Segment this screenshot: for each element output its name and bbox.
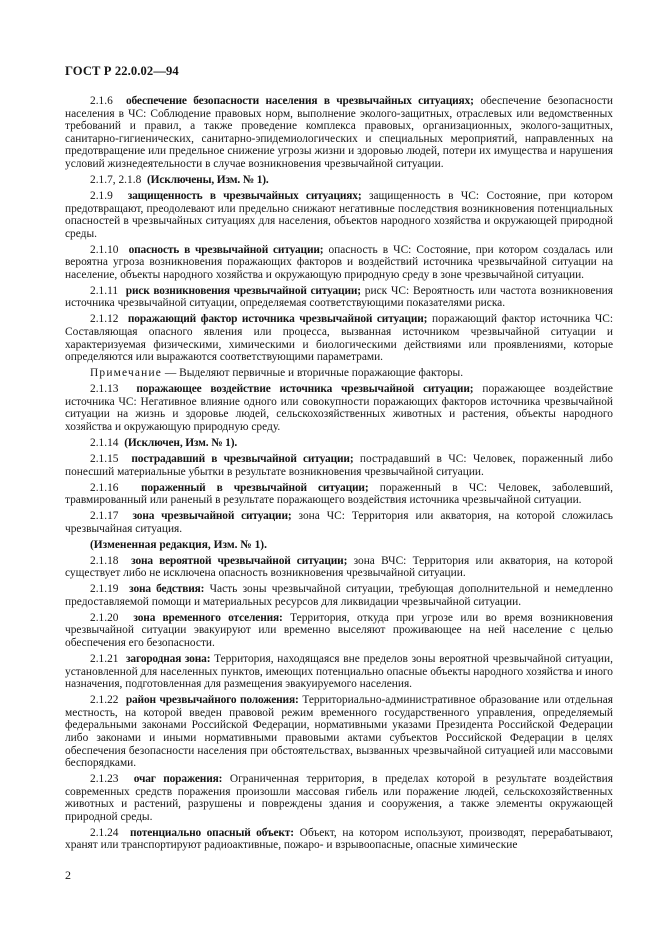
document-body [65,95,613,855]
entry-number: 2.1.7, 2.1.8 [90,173,142,186]
entry-term: потенциально опасный объект: [129,826,294,839]
entry-term: загородная зона: [125,653,211,665]
entry-term: пострадавший в чрезвычайной ситуации; [131,452,354,465]
entry-term: зона чрезвычайной ситуации; [132,510,292,523]
entry-2-1-12 [65,313,613,363]
entry-term: поражающее воздействие источника чрезвычайной ситуации; [136,383,474,396]
entry-number: 2.1.22 [90,694,119,707]
entry-term: защищенность в чрезвычайных ситуациях; [127,189,362,202]
entry-2-1-17 [65,510,613,535]
entry-number: 2.1.17 [90,510,119,523]
entry-term: очаг поражения: [133,773,223,786]
entry-number: 2.1.11 [90,284,119,297]
entry-text: пострадавший в ЧС: Человек, пораженный либо понесший материальные убытки в результате возникновения чрезвычайной ситуации. [65,452,613,478]
entry-2-1-22 [65,694,613,770]
entry-2-1-18 [65,555,613,580]
entry-text: защищенность в ЧС: Состояние, при котором предотвращают, преодолевают или предельно снижают негативные последствия возникновения потенциальных опасностей в чрезвычайных ситуациях для населения, объектов народного хозяйства и окружающей природной среды. [65,189,614,240]
entry-text: Ограниченная территория, в пределах которой в результате воздействия современных средств поражения произошли массовая гибель или поражение людей, сельскохозяйственных животных и растений, разрушены и повреждены здания и сооружения, а также элементы окружающей природной среды. [65,773,614,823]
entry-2-1-20 [65,612,613,650]
entry-term: поражающий фактор источника чрезвычайной ситуации; [127,313,428,326]
entry-number: 2.1.21 [90,653,119,665]
note-text: — Выделяют первичные и вторичные поражающие факторы. [164,367,464,380]
entry-2-1-23 [65,773,613,823]
entry-2-1-24 [65,827,613,852]
entry-number: 2.1.20 [90,611,119,624]
entry-text: зона ВЧС: Территория или акватория, на которой существует либо не исключена опасность возникновения чрезвычайной ситуации. [65,554,613,580]
entry-term: пораженный в чрезвычайной ситуации; [141,481,369,494]
entry-term: (Исключены, Изм. № 1). [146,173,269,186]
entry-number: 2.1.14 [90,436,119,449]
entry-term: риск возникновения чрезвычайной ситуации; [125,284,361,297]
entry-text: Объект, на котором используют, производят, перерабатывают, хранят или транспортируют радиоактивные, пожаро- и взрывоопасные, опасные химические [65,826,613,852]
entry-term: зона бедствия: [129,583,205,596]
entry-2-1-14 [65,437,613,450]
entry-term: опасность в чрезвычайной ситуации; [128,243,324,256]
entry-number: 2.1.24 [90,826,119,839]
document-header: ГОСТ Р 22.0.02—94 [65,64,179,78]
entry-2-1-10 [65,244,613,282]
entry-text: риск ЧС: Вероятность или частота возникновения источника чрезвычайной ситуации, определяемая соответствующими показателями риска. [65,284,613,310]
entry-term: район чрезвычайного положения: [125,694,299,707]
entry-text: Территория, находящаяся вне пределов зоны вероятной чрезвычайной ситуации, установленной для населенных пунктов, имеющих потенциально опасные объекты народного хозяйства и иного назначения, подготовленная для размещения эвакуируемого населения. [65,653,613,691]
entry-2-1-19 [65,583,613,608]
entry-number: 2.1.15 [90,452,119,465]
entry-2-1-21 [65,653,613,691]
entry-number: 2.1.12 [90,313,119,326]
entry-2-1-9 [65,190,613,240]
entry-number: 2.1.18 [90,554,119,567]
entry-number: 2.1.13 [90,383,119,396]
note-label: Примечание [90,367,163,380]
entry-number: 2.1.23 [90,773,119,786]
entry-number: 2.1.19 [90,583,119,596]
entry-2-1-16 [65,482,613,507]
entry-text: Территория, откуда при угрозе или во время возникновения чрезвычайной ситуации эвакуируют или временно выселяют проживающее на ней население с целью обеспечения его безопасности. [65,611,613,650]
entry-text: обеспечение безопасности населения в ЧС: Соблюдение правовых норм, выполнение эколого-защитных, отраслевых или ведомственных требований и правил, а также проведение комплекса правовых, организационных, эколого-защитных, санитарно-гигиенических, санитарно-эпидемиологических и специальных мероприятий, направленных на предотвращение или предельное снижение угрозы жизни и здоровью людей, потери их имущества и нарушения условий жизнедеятельности в случае возникновения чрезвычайной ситуации. [65,95,613,170]
entry-number: 2.1.10 [90,243,119,256]
entry-2-1-6 [65,95,613,171]
page-number: 2 [65,868,71,882]
entry-text: Часть зоны чрезвычайной ситуации, требующая дополнительной и немедленно предоставляемой помощи и материальных ресурсов для ликвидации чрезвычайной ситуации. [65,583,613,608]
entry-text: поражающее воздействие источника ЧС: Негативное влияние одного или совокупности поражающих факторов источника чрезвычайной ситуации на жизнь и здоровье людей, сельскохозяйственных животных и растения, объекты народного хозяйства и окружающую природную среду. [65,383,613,433]
note [65,367,613,380]
entry-2-1-15 [65,453,613,478]
entry-2-1-7 [65,174,613,187]
entry-2-1-11 [65,285,613,310]
entry-text: зона ЧС: Территория или акватория, на которой сложилась чрезвычайная ситуация. [65,510,614,535]
entry-text: поражающий фактор источника ЧС: Составляющая опасного явления или процесса, вызванная источником чрезвычайной ситуации и характеризуемая физическими, химическими и биологическими действиями или проявлениями, которые определяются или выражаются соответствующими параметрами. [65,313,613,364]
entry-number: 2.1.16 [90,481,119,494]
edition-note: (Измененная редакция, Изм. № 1). [90,538,267,551]
entry-term: зона вероятной чрезвычайной ситуации; [131,554,348,567]
entry-2-1-13 [65,383,613,433]
entry-term: (Исключен, Изм. № 1). [124,436,238,449]
entry-number: 2.1.6 [90,95,113,107]
entry-text: Территориально-административное образование или отдельная местность, на которой введен правовой режим временного государственного управления, определяемый федеральными законами Российской Федерации, нормативными указами Президента Российской Федерации либо законами и иными нормативными правовыми актами субъектов Российской Федерации в целях обеспечения безопасности населения при обстоятельствах, вызванных чрезвычайной ситуацией или массовыми беспорядками. [65,694,613,770]
entry-number: 2.1.9 [90,189,113,202]
entry-text: пораженный в ЧС: Человек, заболевший, травмированный или раненый в результате поражающего воздействия источника чрезвычайной ситуации. [65,481,613,507]
entry-term: обеспечение безопасности населения в чрезвычайных ситуациях; [125,95,474,107]
entry-term: зона временного отселения: [133,611,283,624]
entry-text: опасность в ЧС: Состояние, при котором создалась или вероятна угроза возникновения поражающих факторов и воздействий источника чрезвычайной ситуации на население, объекты народного хозяйства и окружающую природную среду в зоне чрезвычайной ситуации. [65,243,613,281]
